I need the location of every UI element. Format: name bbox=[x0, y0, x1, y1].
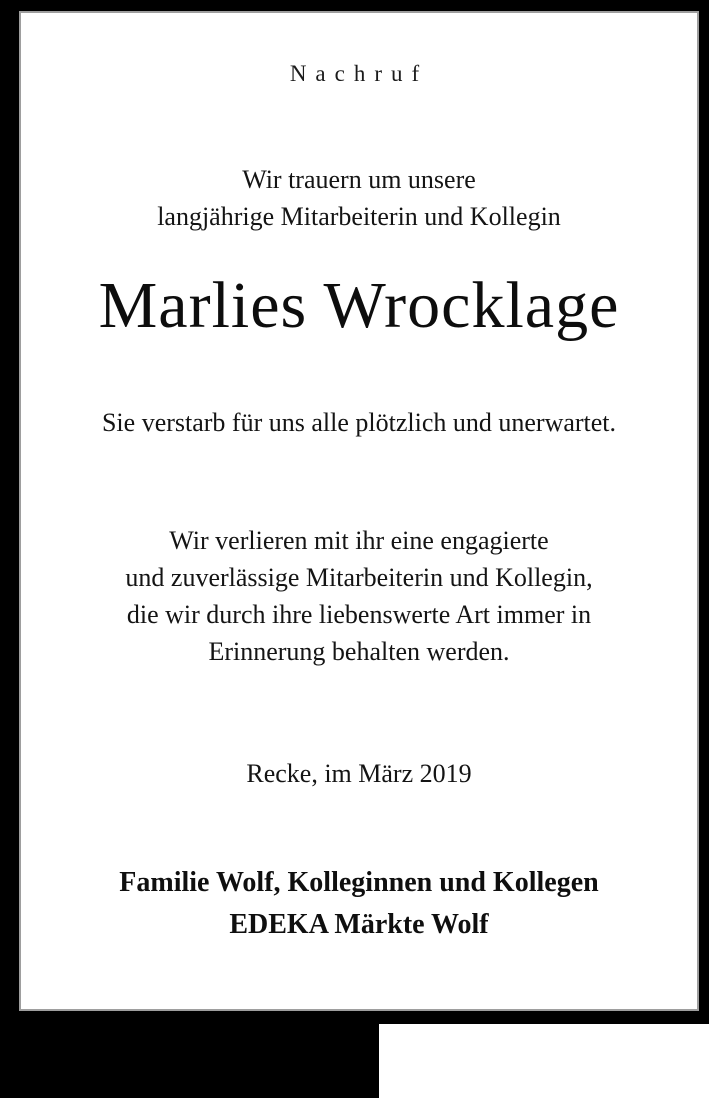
tribute-line: und zuverlässige Mitarbeiterin und Kollegin, bbox=[125, 563, 593, 592]
deceased-name: Marlies Wrocklage bbox=[98, 269, 620, 342]
obituary-kicker: Nachruf bbox=[289, 61, 429, 86]
obituary-intro-line: Wir trauern um unsere bbox=[242, 165, 476, 194]
death-statement: Sie verstarb für uns alle plötzlich und unerwartet. bbox=[101, 408, 617, 437]
tribute-line: Wir verlieren mit ihr eine engagierte bbox=[169, 526, 549, 555]
obituary-intro bbox=[21, 161, 697, 235]
tribute-paragraph bbox=[21, 522, 697, 670]
mourners-signature bbox=[21, 862, 697, 946]
tribute-line: die wir durch ihre liebenswerte Art immer in bbox=[126, 600, 592, 629]
tribute-line: Erinnerung behalten werden. bbox=[208, 637, 510, 666]
mourners-line-family: Familie Wolf, Kolleginnen und Kollegen bbox=[119, 867, 599, 898]
clipping-black-frame-bottom-extension bbox=[0, 1024, 379, 1098]
mourners-line-company: EDEKA Märkte Wolf bbox=[229, 909, 489, 940]
dateline: Recke, im März 2019 bbox=[246, 759, 472, 788]
obituary-card bbox=[19, 11, 699, 1011]
obituary-intro-line: langjährige Mitarbeiterin und Kollegin bbox=[157, 202, 561, 231]
